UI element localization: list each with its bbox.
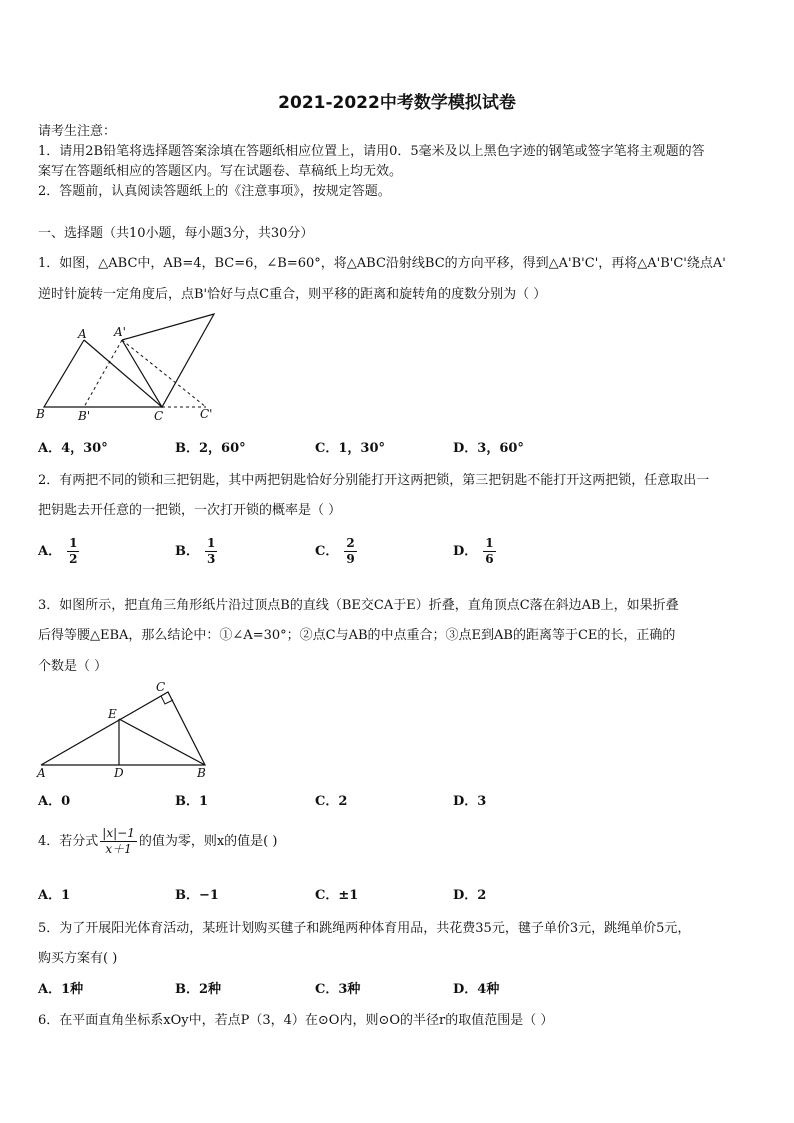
notice-heading: 请考生注意： <box>38 124 117 139</box>
q1-label-a1: A' <box>114 325 126 339</box>
notice-item1-line1: 1．请用2B铅笔将选择题答案涂填在答题纸相应位置上，请用0．5毫米及以上黑色字迹的钢笔或签字笔将主观题的答 <box>38 144 705 159</box>
q1-option-d: D．3，60° <box>453 441 524 456</box>
q1-dashed-a1b1 <box>84 340 122 407</box>
q5-line2: 购买方案有( ) <box>38 951 118 966</box>
q2-option-c-num: 2 <box>346 536 355 550</box>
q1-label-b1: B' <box>78 409 91 423</box>
notice-item1-line2: 案写在答题纸相应的答题区内。写在试题卷、草稿纸上均无效。 <box>38 164 403 179</box>
q4-question <box>38 826 277 857</box>
q1-label-a: A <box>78 327 87 341</box>
q1-label-c: C <box>154 409 164 423</box>
q2-option-d-fraction <box>483 536 495 567</box>
q1-rotated-triangle <box>122 314 214 407</box>
q1-figure <box>34 310 224 425</box>
q2-option-c-letter: C． <box>315 544 339 559</box>
q1-label-b: B <box>36 407 45 421</box>
q3-label-a: A <box>37 766 46 780</box>
q3-option-a: A．0 <box>38 794 71 809</box>
q3-line3: 个数是（ ） <box>38 659 108 674</box>
q4-fraction <box>100 826 137 857</box>
q2-option-d <box>453 536 496 567</box>
q3-option-c: C．2 <box>315 794 348 809</box>
q2-option-a-den: 2 <box>69 552 78 566</box>
q5-line1: 5．为了开展阳光体育活动，某班计划购买毽子和跳绳两种体育用品，共花费35元，毽子单价3元，跳绳单价5元， <box>38 921 691 936</box>
q3-triangle-abc <box>41 692 205 765</box>
q1-line1: 1．如图，△ABC中，AB=4，BC=6，∠B=60°，将△ABC沿射线BC的方向平移，得到△A'B'C'，再将△A'B'C'绕点A' <box>38 256 726 271</box>
q2-option-c-den: 9 <box>346 552 355 566</box>
q3-label-d: D <box>114 766 124 780</box>
q4-frac-den: x＋1 <box>105 842 132 856</box>
q2-option-a-letter: A． <box>38 544 62 559</box>
q2-option-a <box>38 536 79 567</box>
q3-line1: 3．如图所示，把直角三角形纸片沿过顶点B的直线（BE交CA于E）折叠，直角顶点C落在斜边AB上，如果折叠 <box>38 598 679 613</box>
q5-option-d: D．4种 <box>453 982 500 997</box>
q3-label-e: E <box>108 707 117 721</box>
q1-option-c: C．1，30° <box>315 441 385 456</box>
q2-option-b-den: 3 <box>207 552 216 566</box>
q3-label-b: B <box>197 766 206 780</box>
q2-option-b-letter: B． <box>175 544 199 559</box>
q2-option-d-num: 1 <box>485 536 494 550</box>
q3-option-b: B．1 <box>175 794 209 809</box>
q4-option-d: D．2 <box>453 888 487 903</box>
q2-option-a-num: 1 <box>69 536 78 550</box>
page-title: 2021-2022中考数学模拟试卷 <box>278 93 516 113</box>
q3-label-c: C <box>156 680 166 694</box>
q1-label-c1: C' <box>200 407 213 421</box>
q4-frac-num: |x|−1 <box>102 826 135 840</box>
q3-figure <box>34 680 214 780</box>
q2-line2: 把钥匙去开任意的一把锁，一次打开锁的概率是（ ） <box>38 503 342 518</box>
q6-line1: 6．在平面直角坐标系xOy中，若点P（3，4）在⊙O内，则⊙O的半径r的取值范围是（ ） <box>38 1013 554 1028</box>
q2-option-b-num: 1 <box>207 536 216 550</box>
q2-line1: 2．有两把不同的锁和三把钥匙，其中两把钥匙恰好分别能打开这两把锁，第三把钥匙不能打开这两把锁，任意取出一 <box>38 473 710 488</box>
q5-option-c: C．3种 <box>315 982 361 997</box>
section-heading: 一、选择题（共10小题，每小题3分，共30分） <box>38 226 314 241</box>
q4-option-a: A．1 <box>38 888 71 903</box>
q3-line2: 后得等腰△EBA，那么结论中：①∠A=30°；②点C与AB的中点重合；③点E到AB的距离等于CE的长，正确的 <box>38 628 676 643</box>
q4-option-b: B．−1 <box>175 888 219 903</box>
notice-item2: 2．答题前，认真阅读答题纸上的《注意事项》，按规定答题。 <box>38 184 391 199</box>
q5-option-a: A．1种 <box>38 982 84 997</box>
q2-option-b <box>175 536 217 567</box>
q5-option-b: B．2种 <box>175 982 222 997</box>
q1-option-b: B．2，60° <box>175 441 246 456</box>
q3-option-d: D．3 <box>453 794 487 809</box>
q4-prefix: 4．若分式 <box>38 834 99 849</box>
q2-option-c-fraction <box>344 536 356 567</box>
q3-line-be <box>119 719 205 765</box>
q2-option-d-letter: D． <box>453 544 478 559</box>
q1-option-a: A．4，30° <box>38 441 108 456</box>
q4-option-c: C．±1 <box>315 888 359 903</box>
q1-line2: 逆时针旋转一定角度后，点B'恰好与点C重合，则平移的距离和旋转角的度数分别为（ ） <box>38 287 547 302</box>
q2-option-d-den: 6 <box>485 552 494 566</box>
q2-option-c <box>315 536 357 567</box>
q2-option-b-fraction <box>205 536 217 567</box>
q4-suffix: 的值为零，则x的值是( ) <box>138 834 278 849</box>
q2-option-a-fraction <box>67 536 79 567</box>
